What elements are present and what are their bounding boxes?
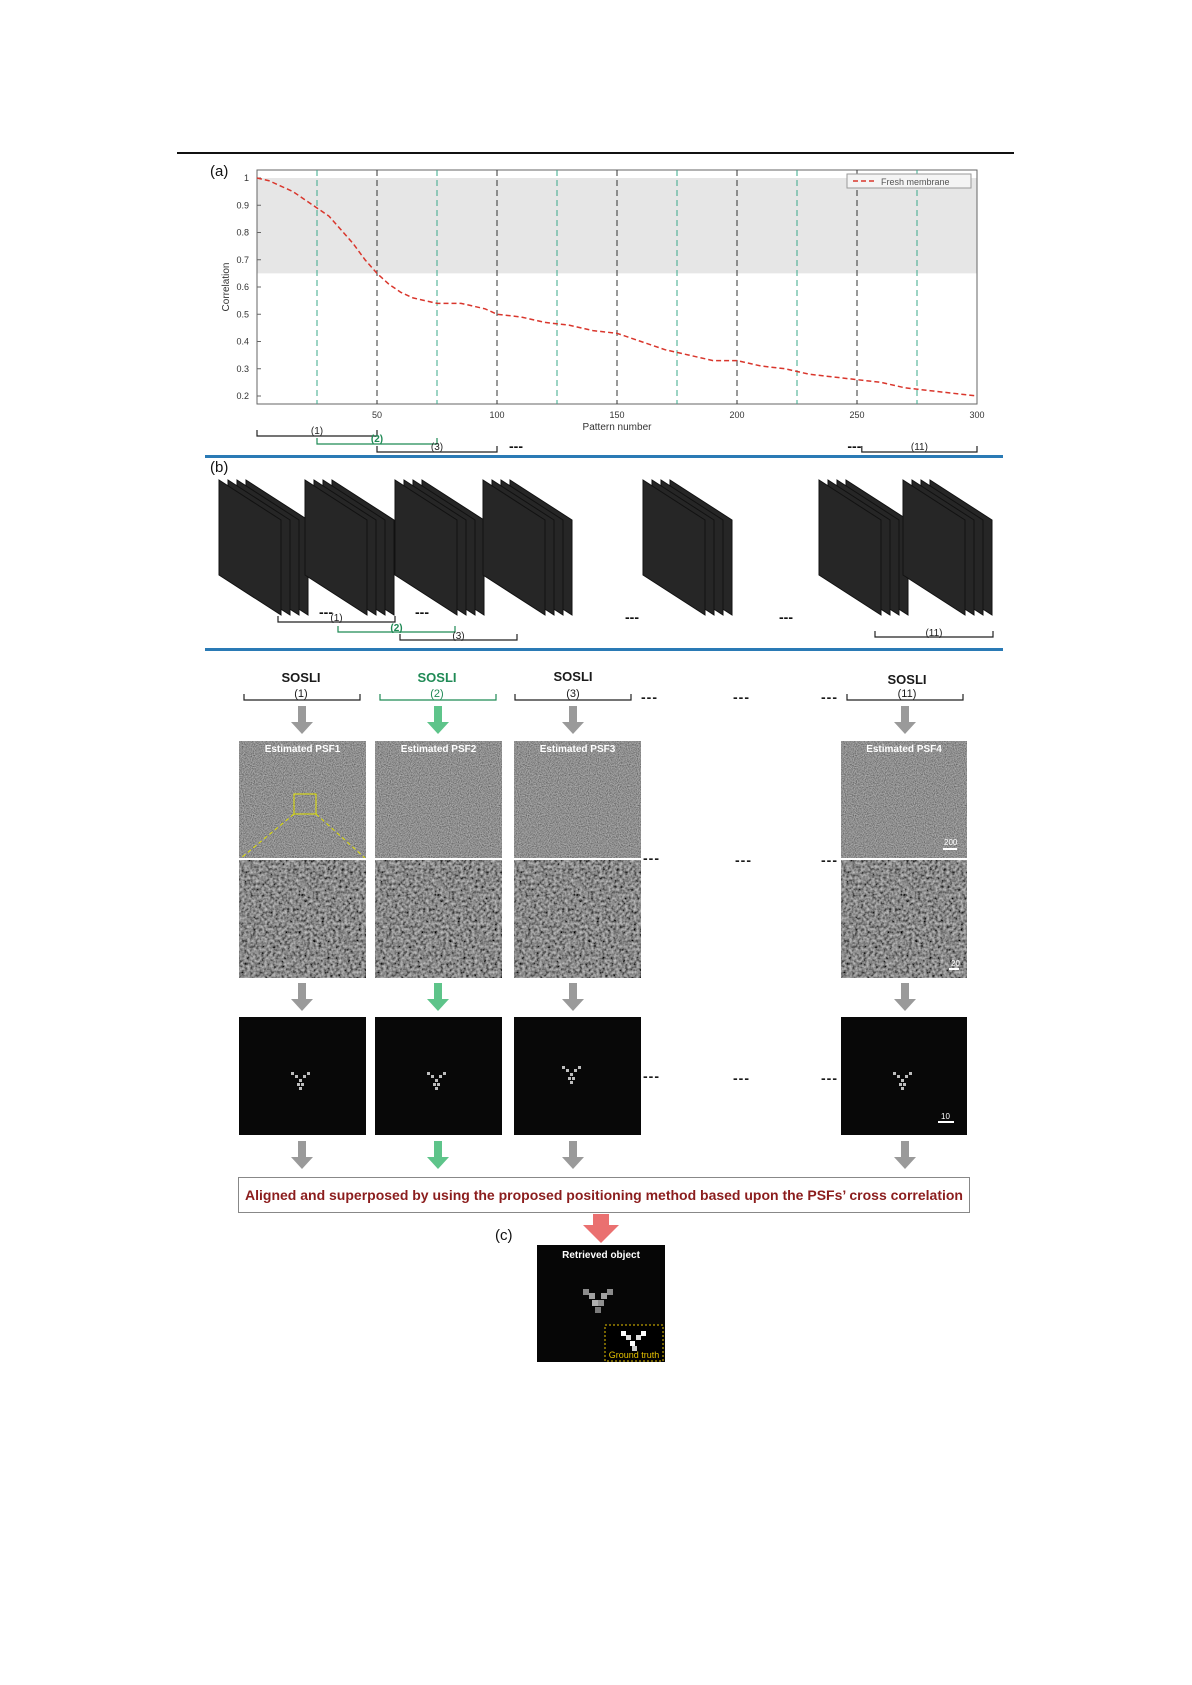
ellipsis-row1-a: --- (641, 689, 658, 705)
column-index-1: (1) (294, 688, 308, 700)
v-pixel (901, 1087, 904, 1090)
recon-scale-bar (938, 1121, 954, 1123)
recon-tile-3 (514, 1017, 641, 1135)
sosli-label-11: SOSLI (887, 672, 927, 687)
v-pixel (295, 1075, 298, 1078)
zoom-indicator (239, 741, 366, 858)
v-pixel (291, 1072, 294, 1075)
sosli-label-2: SOSLI (417, 670, 457, 685)
psf-title-11: Estimated PSF4 (866, 744, 942, 755)
flow-arrow (427, 706, 449, 734)
panel-label-b: (b) (210, 459, 229, 476)
legend-label: Fresh membrane (881, 177, 950, 187)
sosli-label-3: SOSLI (553, 669, 593, 684)
v-pixel (431, 1075, 434, 1078)
flow-arrow (894, 983, 916, 1011)
zoom-tile-11 (841, 860, 967, 978)
retrieved-object-title: Retrieved object (562, 1250, 640, 1261)
y-tick-label: 0.3 (236, 363, 249, 374)
flow-arrow (291, 983, 313, 1011)
ellipsis-row3-a: --- (643, 1068, 660, 1084)
stack-ellipsis: --- (625, 609, 639, 625)
y-tick-label: 0.8 (236, 227, 249, 238)
ellipsis-row2-b: --- (735, 852, 752, 868)
v-pixel (439, 1075, 442, 1078)
column-index-2: (2) (430, 688, 444, 700)
chart-ellipsis: --- (509, 438, 523, 454)
bracket-label: (2) (370, 434, 384, 445)
y-tick-label: 0.4 (236, 336, 249, 347)
bracket-label: (11) (925, 628, 943, 639)
chart-ellipsis: --- (847, 438, 862, 454)
v-pixel (427, 1072, 430, 1075)
stack-ellipsis: --- (319, 604, 333, 620)
v-pixel (297, 1083, 300, 1086)
y-tick-label: 0.2 (236, 391, 249, 401)
y-axis-label: Correlation (221, 262, 232, 312)
psf-scale-label: 200 (944, 838, 958, 847)
x-tick-label: 250 (849, 410, 865, 420)
bracket-label: (2) (390, 623, 403, 634)
sosli-label-1: SOSLI (281, 670, 321, 685)
v-pixel (443, 1072, 446, 1075)
bracket-label: (1) (310, 426, 324, 437)
panel-label-c: (c) (495, 1227, 513, 1244)
v-pixel (433, 1083, 436, 1086)
ellipsis-row3-c: --- (821, 1070, 838, 1086)
v-pixel (909, 1072, 912, 1075)
flow-arrow (562, 983, 584, 1011)
v-pixel (570, 1073, 573, 1076)
x-tick-label: 150 (609, 410, 625, 420)
ellipsis-row2-c: --- (821, 852, 838, 868)
v-pixel (299, 1079, 302, 1082)
recon-v-shape (239, 1017, 366, 1135)
recon-tile-11 (841, 1017, 967, 1135)
psf-scale-bar (943, 848, 957, 850)
flow-arrow (562, 706, 584, 734)
psf-title-2: Estimated PSF2 (400, 744, 477, 755)
bracket-label: (3) (452, 631, 465, 642)
x-tick-label: 200 (729, 410, 745, 420)
psf-tile-3 (514, 741, 641, 858)
v-pixel (901, 1079, 904, 1082)
zoom-tile-2 (375, 860, 502, 978)
recon-tile-2 (375, 1017, 502, 1135)
x-axis-label: Pattern number (582, 422, 652, 433)
ellipsis-row1-c: --- (821, 689, 838, 705)
psf-title-3: Estimated PSF3 (539, 744, 616, 755)
y-tick-label: 0.9 (236, 200, 249, 211)
recon-scale-label: 10 (941, 1112, 950, 1121)
psf-tile-11 (841, 741, 967, 858)
zoom-tile-3 (514, 860, 641, 978)
retrieved-v-shape (537, 1245, 665, 1362)
v-pixel (299, 1087, 302, 1090)
flow-arrow (427, 983, 449, 1011)
flow-arrow (291, 1141, 313, 1169)
psf-tile-2 (375, 741, 502, 858)
v-pixel (562, 1066, 565, 1069)
v-pixel (307, 1072, 310, 1075)
v-pixel (899, 1083, 902, 1086)
stack-ellipsis: --- (779, 609, 793, 625)
psf-tile-1 (239, 741, 366, 858)
stack-ellipsis: --- (415, 604, 429, 620)
x-tick-label: 300 (969, 410, 985, 420)
flow-arrow (291, 706, 313, 734)
y-tick-label: 0.7 (236, 254, 249, 265)
retrieved-object-tile (537, 1245, 665, 1362)
v-pixel (893, 1072, 896, 1075)
v-pixel (897, 1075, 900, 1078)
y-tick-label: 1 (243, 173, 249, 183)
panel-label-a: (a) (210, 163, 229, 180)
ellipsis-row3-b: --- (733, 1070, 750, 1086)
zoom-scale-bar (949, 968, 959, 970)
bracket-label: (1) (330, 613, 343, 624)
alignment-step-box (238, 1177, 970, 1213)
v-pixel (905, 1075, 908, 1078)
v-pixel (566, 1069, 569, 1072)
ground-truth-label: Ground truth (608, 1350, 660, 1360)
x-tick-label: 50 (371, 410, 383, 420)
v-pixel (574, 1069, 577, 1072)
recon-v-shape (514, 1017, 641, 1135)
v-pixel (572, 1077, 575, 1080)
ellipsis-row1-b: --- (733, 689, 750, 705)
alignment-step-text: Aligned and superposed by using the proposed positioning method based upon the PSFs’ cross correlation (245, 1187, 963, 1203)
y-tick-label: 0.5 (236, 309, 249, 320)
v-pixel (570, 1081, 573, 1084)
recon-tile-1 (239, 1017, 366, 1135)
x-tick-label: 100 (489, 410, 505, 420)
flow-arrow (894, 706, 916, 734)
zoom-tile-1 (239, 860, 366, 978)
v-pixel (435, 1087, 438, 1090)
flow-arrow-final (583, 1214, 619, 1243)
v-pixel (568, 1077, 571, 1080)
psf-title-1: Estimated PSF1 (264, 744, 341, 755)
flow-arrow (427, 1141, 449, 1169)
y-tick-label: 0.6 (236, 282, 249, 292)
v-pixel (437, 1083, 440, 1086)
zoom-scale-label: 20 (951, 959, 960, 968)
v-pixel (578, 1066, 581, 1069)
v-pixel (301, 1083, 304, 1086)
ellipsis-row2-a: --- (643, 850, 660, 866)
v-pixel (435, 1079, 438, 1082)
column-index-11: (11) (897, 688, 917, 700)
flow-arrow (894, 1141, 916, 1169)
bracket-label: (11) (910, 442, 928, 453)
bracket-label: (3) (430, 442, 444, 453)
v-pixel (303, 1075, 306, 1078)
recon-v-shape (375, 1017, 502, 1135)
column-index-3: (3) (566, 688, 580, 700)
v-pixel (903, 1083, 906, 1086)
flow-arrow (562, 1141, 584, 1169)
